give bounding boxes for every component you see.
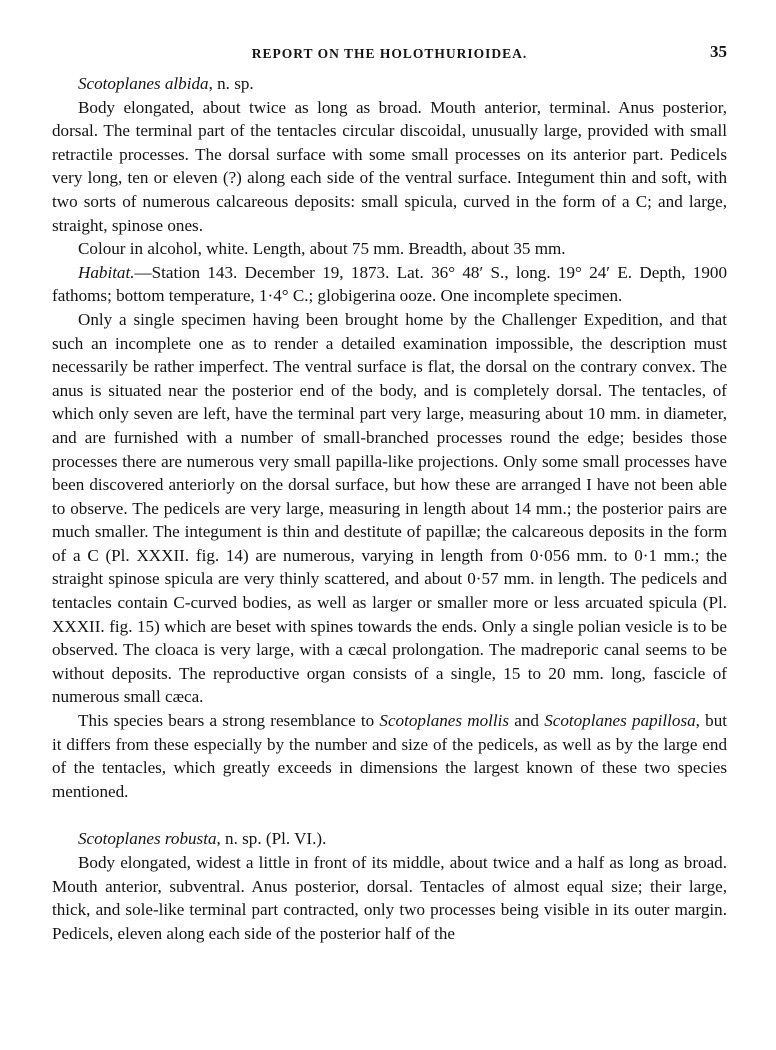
section-gap (52, 803, 727, 827)
comparison-text: and (509, 711, 545, 731)
description-paragraph: Body elongated, widest a little in front of its middle, about twice and a half as long as broad. Mouth anterior, subventral. Anus posterior, dorsal. Tentacles of almost equal size; their large, thick, and sole-like terminal part contracted, only two processes being visible in its outer margin. Pedicels, eleven along each side of the posterior half of the (52, 853, 727, 943)
species-name: Scotoplanes robusta (78, 829, 217, 849)
species-heading-robusta (52, 827, 727, 851)
species-ref: Scotoplanes mollis (379, 711, 510, 731)
page-header (52, 40, 727, 72)
species-suffix: , n. sp. (Pl. VI.). (216, 829, 327, 849)
species-suffix: , n. sp. (208, 74, 254, 93)
species-name: Scotoplanes albida (78, 74, 209, 93)
document-page (52, 40, 727, 945)
discussion-paragraph: Only a single specimen having been brought home by the Challenger Expedition, and that such an incomplete one as to render a detailed examination impossible, the description must necessarily be rather imperfect. The ventral surface is flat, the dorsal on the contrary convex. The anus is situated near the posterior end of the body, and is completely dorsal. The tentacles, of which only seven are left, have the terminal part very large, measuring about 10 mm. in diameter, and are furnished with a number of small-branched processes round the edge; besides those processes there are numerous very small papilla-like projections. Only some small processes have been discovered anteriorly on the dorsal surface, but how these are arranged I have not been able to observe. The pedicels are very large, measuring in length about 14 mm.; the posterior pairs are much smaller. The integument is thin and destitute of papillæ; the calcareous deposits in the form of a C (Pl. XXXII. fig. 14) are numerous, varying in length from 0·056 mm. to 0·1 mm.; the straight spinose spicula are very thinly scattered, and about 0·57 mm. in length. The pedicels and tentacles contain C-curved bodies, as well as larger or smaller more or less arcuated spicula (Pl. XXXII. fig. 15) which are beset with spines towards the ends. Only a single polian vesicle is to be observed. The cloaca is very large, with a cæcal prolongation. The madreporic canal seems to be without deposits. The reproductive organ consists of a single, 15 to 20 mm. long, fascicle of numerous small cæca. (52, 309, 727, 707)
description-paragraph: Body elongated, about twice as long as broad. Mouth anterior, terminal. Anus posterior, dorsal. The terminal part of the tentacles circular discoidal, unusually large, provided with small retractile processes. The dorsal surface with some small processes on its anterior part. Pedicels very long, ten or eleven (?) along each side of the ventral surface. Integument thin and soft, with two sorts of numerous calcareous deposits: small spicula, curved in the form of a C; and large, straight, spinose ones. (52, 97, 727, 235)
species-heading-albida (52, 72, 727, 96)
habitat-label: Habitat. (78, 262, 135, 282)
habitat-text: —Station 143. December 19, 1873. Lat. 36° 48′ S., long. 19° 24′ E. Depth, 1900 fathoms; bottom temperature, 1·4° C.; globigerina ooze. One incomplete specimen. (52, 262, 727, 306)
comparison-text: , but it differs from these especially by the number and size of the pedicels, as well as by the large end of the tentacles, which greatly exceeds in dimensions the largest known of these two species mentioned. (52, 711, 727, 801)
comparison-text: This species bears a strong resemblance to (78, 711, 380, 731)
habitat-paragraph (52, 261, 727, 308)
species-ref: Scotoplanes papillosa (544, 711, 696, 731)
comparison-paragraph (52, 709, 727, 803)
running-head: REPORT ON THE HOLOTHURIOIDEA. (251, 46, 528, 61)
page-number: 35 (710, 42, 727, 61)
colour-paragraph: Colour in alcohol, white. Length, about 75 mm. Breadth, about 35 mm. (78, 239, 566, 259)
